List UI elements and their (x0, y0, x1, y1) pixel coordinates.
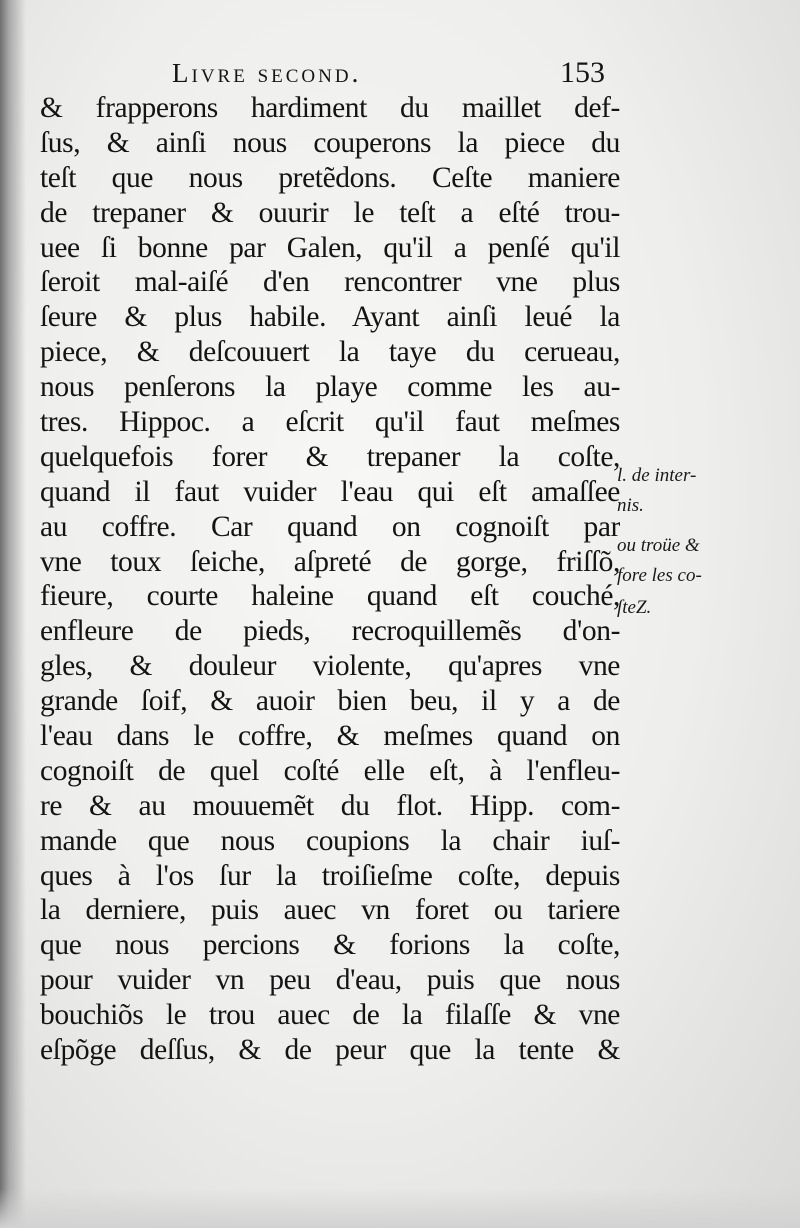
marginal-note: nis. (617, 495, 644, 516)
text-line: que nous percions & forions la coſte, (40, 929, 620, 962)
text-line: piece, & deſcouuert la taye du cerueau, (40, 336, 620, 369)
text-line: quand il faut vuider l'eau qui eſt amaſſee (40, 475, 620, 508)
marginal-note: ſteZ. (617, 597, 652, 618)
text-line: la derniere, puis auec vn foret ou tariere (40, 894, 620, 927)
text-line: bouchiõs le trou auec de la filaſſe & vne (40, 999, 620, 1032)
body-text (40, 91, 620, 1068)
text-line: ſeure & plus habile. Ayant ainſi leué la (40, 301, 620, 334)
text-line: au coffre. Car quand on cognoiſt par (40, 510, 620, 543)
text-line: re & au mouuemẽt du flot. Hipp. com- (40, 789, 620, 822)
text-line: gles, & douleur violente, qu'apres vne (40, 650, 620, 683)
marginal-note: l. de inter- (617, 465, 697, 486)
text-line: l'eau dans le coffre, & meſmes quand on (40, 720, 620, 753)
text-line: fieure, courte haleine quand eſt couché, (40, 580, 620, 613)
marginal-note: ou troüe & (617, 535, 700, 556)
text-line: tres. Hippoc. a eſcrit qu'il faut meſmes (40, 406, 620, 439)
text-line: enfleure de pieds, recroquillemẽs d'on- (40, 615, 620, 648)
text-line: teſt que nous pretẽdons. Ceſte maniere (40, 161, 620, 194)
text-line: ſeroit mal-aiſé d'en rencontrer vne plus (40, 266, 620, 299)
marginal-note: fore les co- (617, 565, 702, 586)
gutter-shadow (0, 0, 26, 1228)
text-line: & frapperons hardiment du maillet def- (40, 92, 620, 124)
text-line: nous penſerons la playe comme les au- (40, 371, 620, 404)
text-line: pour vuider vn peu d'eau, puis que nous (40, 964, 620, 997)
text-line: grande ſoif, & auoir bien beu, il y a de (40, 685, 620, 718)
text-line: vne toux ſeiche, aſpreté de gorge, friſſõ, (40, 545, 620, 578)
text-line: mande que nous coupions la chair iuſ- (40, 824, 620, 857)
running-title: Livre second. (172, 58, 362, 88)
page-number: 153 (560, 56, 605, 89)
text-line: quelquefois forer & trepaner la coſte, (40, 440, 620, 473)
text-line: ſus, & ainſi nous couperons la piece du (40, 126, 620, 159)
running-head (40, 52, 615, 92)
text-line: uee ſi bonne par Galen, qu'il a penſé qu'il (40, 231, 620, 264)
text-line: cognoiſt de quel coſté elle eſt, à l'enfleu- (40, 754, 620, 787)
text-line: de trepaner & ouurir le teſt a eſté trou- (40, 196, 620, 229)
text-line: eſpõge deſſus, & de peur que la tente & (40, 1034, 620, 1067)
text-line: ques à l'os ſur la troiſieſme coſte, depuis (40, 859, 620, 892)
bottom-shadow (0, 1188, 800, 1228)
